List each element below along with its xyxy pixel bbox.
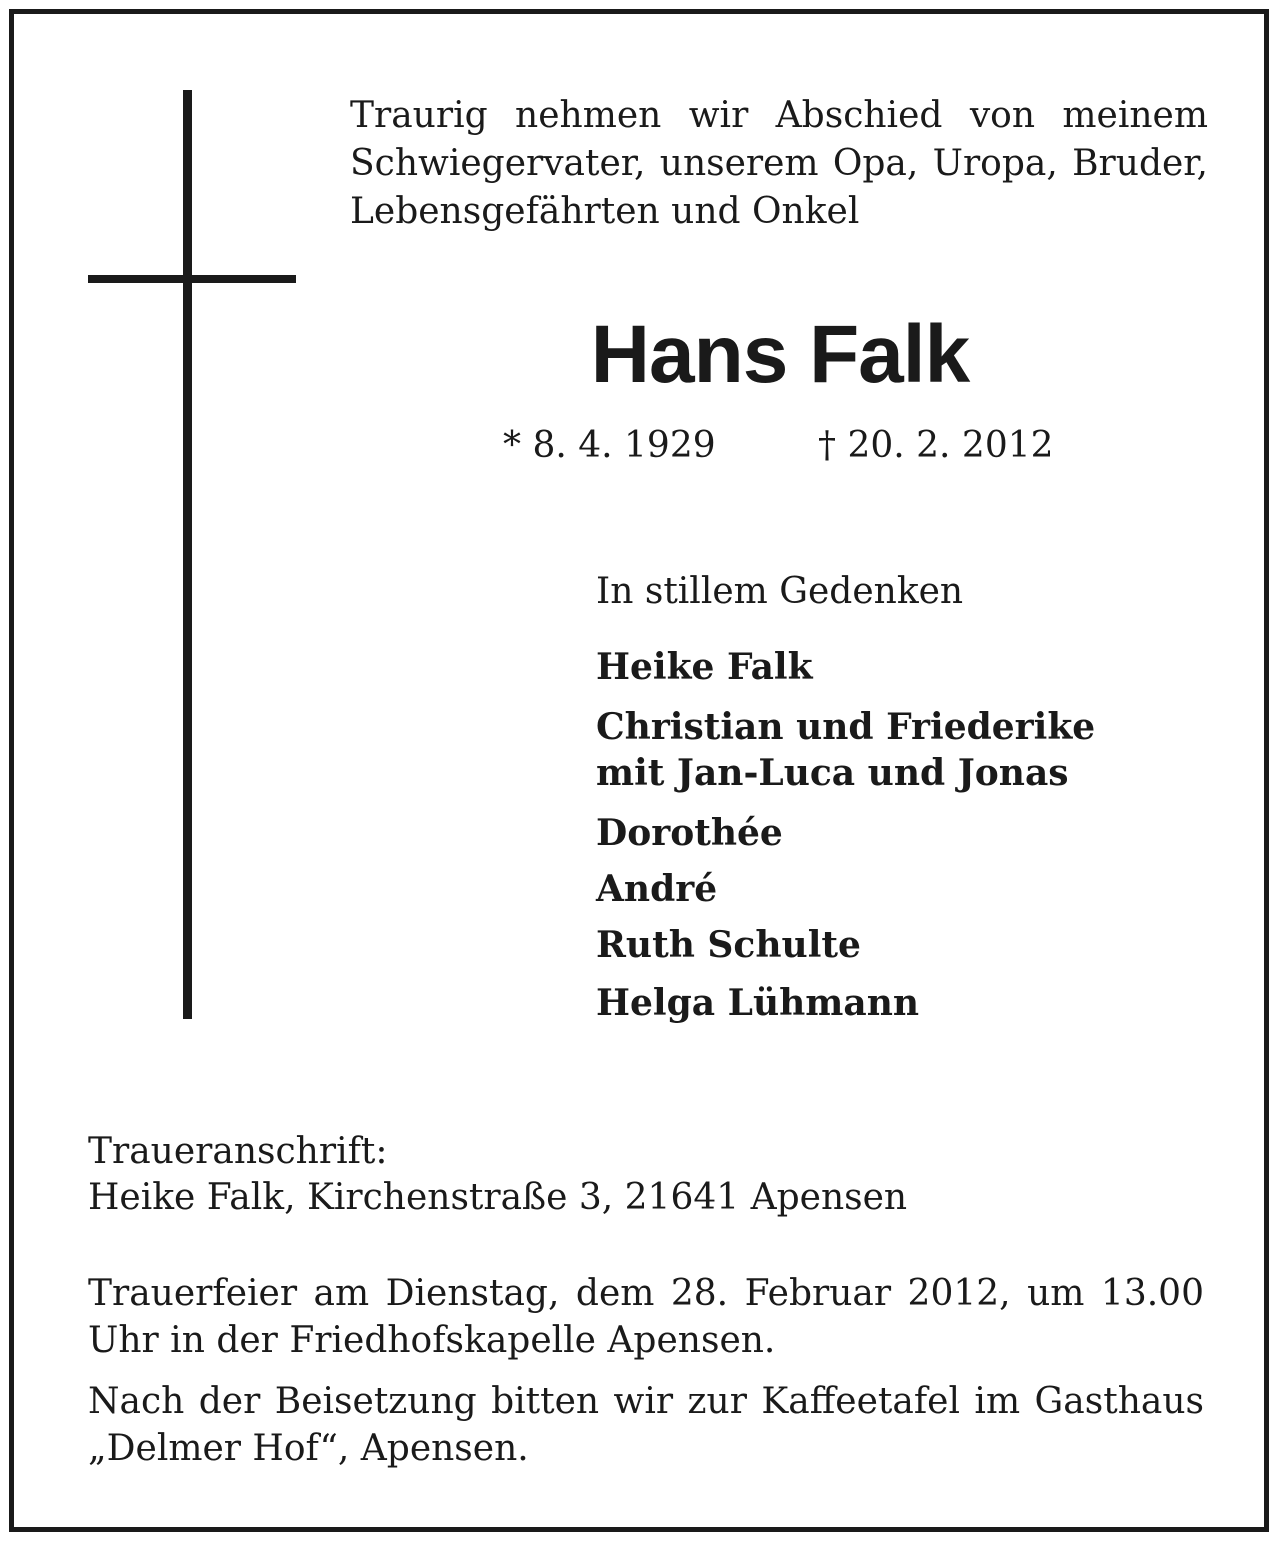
birth-date: * 8. 4. 1929: [503, 425, 716, 466]
mourning-address: [88, 1129, 1198, 1221]
deceased-name: Hans Falk: [590, 309, 970, 400]
reception-text: Nach der Beisetzung bitten wir zur Kaffeetafel im Gasthaus „Delmer Hof“, Apensen.: [88, 1381, 1204, 1469]
obituary-notice: [9, 9, 1269, 1532]
cross-icon-bar: [88, 275, 296, 283]
remembrance-line: In stillem Gedenken: [596, 571, 964, 612]
cross-icon: [183, 90, 192, 1019]
ceremony-text: Trauerfeier am Dienstag, dem 28. Februar 2012, um 13.00 Uhr in der Friedhofskapelle Apensen.: [88, 1273, 1204, 1361]
mourner-name: André: [596, 868, 718, 910]
mourner-name: Christian und Friederike: [596, 706, 1096, 748]
death-date: † 20. 2. 2012: [818, 425, 1054, 466]
mourner-name: Ruth Schulte: [596, 924, 861, 966]
intro-text: Traurig nehmen wir Abschied von meinem Schwiegervater, unserem Opa, Uropa, Bruder, Lebensgefährten und Onkel: [350, 95, 1208, 232]
address-label: Traueranschrift:: [88, 1131, 388, 1172]
mourner-name: Heike Falk: [596, 646, 813, 688]
mourner-name: Helga Lühmann: [596, 982, 920, 1024]
mourner-name: Dorothée: [596, 812, 783, 854]
mourner-name: mit Jan-Luca und Jonas: [596, 752, 1069, 794]
address-value: Heike Falk, Kirchenstraße 3, 21641 Apensen: [88, 1177, 908, 1218]
